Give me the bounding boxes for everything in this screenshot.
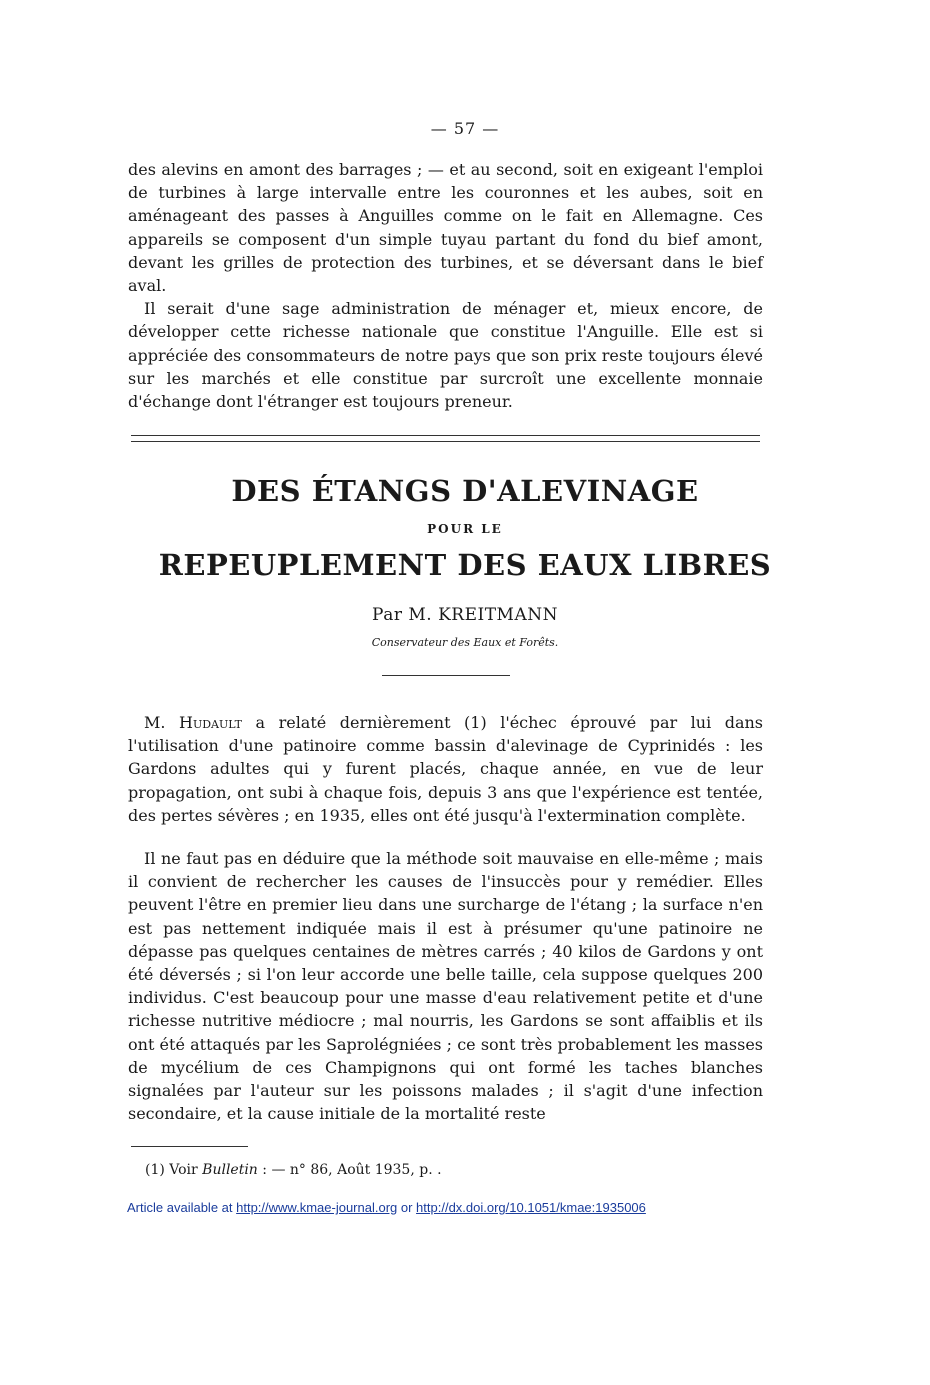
footnote-journal: Bulletin xyxy=(202,1162,258,1178)
paragraph-text: a relaté dernièrement (1) l'échec éprouvé par lui dans l'utilisation d'une patinoire comme bassin d'alevinage de Cyprinidés : les Gardons adultes qui y furent placés, chaque année, en vue de leur propagation, ont subi à chaque fois, depuis 3 ans que l'expérience est tentée, des pertes sévères ; en 1935, elles ont été jusqu'à l'extermination complète. xyxy=(128,713,764,825)
journal-link[interactable]: http://www.kmae-journal.org xyxy=(236,1200,398,1215)
doi-link[interactable]: http://dx.doi.org/10.1051/kmae:1935006 xyxy=(416,1200,646,1215)
intro-paragraph: Il serait d'une sage administration de ménager et, mieux encore, de développer cette richesse nationale que constitue l'Anguille. Elle est si appréciée des consommateurs de notre pays que son prix reste toujours élevé sur les marchés et elle constitue par surcroît une excellente monnaie d'échange dont l'étranger est toujours preneur. xyxy=(128,299,763,412)
article-title-connector: POUR LE xyxy=(427,522,503,536)
author-affiliation: Conservateur des Eaux et Forêts. xyxy=(371,636,559,649)
author-byline: Par M. KREITMANN xyxy=(372,605,558,625)
footnote-marker: (1) Voir xyxy=(145,1162,203,1178)
page-number: — 57 — xyxy=(430,119,500,138)
footnote xyxy=(145,1162,442,1178)
cited-author: M. Hudault xyxy=(144,713,242,732)
body-paragraph-1 xyxy=(128,711,763,827)
availability-or: or xyxy=(397,1200,417,1215)
availability-notice xyxy=(127,1200,646,1215)
title-rule xyxy=(382,675,510,676)
body-paragraph xyxy=(128,711,763,827)
intro-paragraph: des alevins en amont des barrages ; — et au second, soit en exigeant l'emploi de turbines à large intervalle entre les couronnes et les aubes, soit en aménageant des passes à Anguilles comme on le fait en Allemagne. Ces appareils se composent d'un simple tuyau partant du fond du bief amont, devant les grilles de protection des turbines, et se déversant dans le bief aval. xyxy=(128,160,763,296)
section-divider xyxy=(131,435,760,442)
body-paragraph: Il ne faut pas en déduire que la méthode soit mauvaise en elle-même ; mais il convient de rechercher les causes de l'insuccès pour y remédier. Elles peuvent l'être en premier lieu dans une surcharge de l'étang ; la surface n'en est pas nettement indiquée mais il est à présumer qu'une patinoire ne dépasse pas quelques centaines de mètres carrés ; 40 kilos de Gardons y ont été déversés ; si l'on leur accorde une belle taille, cela suppose quelques 200 individus. C'est beaucoup pour une masse d'eau relativement petite et d'une richesse nutritive médiocre ; mal nourris, les Gardons se sont affaiblis et ils ont été attaqués par les Saprolégniées ; ce sont très probablement les masses de mycélium de ces Champignons qui ont formé les taches blanches signalées par l'auteur sur les poissons malades ; il s'agit d'une infection secondaire, et la cause initiale de la mortalité reste xyxy=(128,849,763,1124)
availability-prefix: Article available at xyxy=(127,1200,237,1215)
article-title-line2: REPEUPLEMENT DES EAUX LIBRES xyxy=(158,548,772,582)
footnote-rule xyxy=(131,1146,248,1147)
body-paragraph-2 xyxy=(128,847,763,1125)
intro-text xyxy=(128,158,763,413)
footnote-details: : — n° 86, Août 1935, p. . xyxy=(257,1162,442,1178)
article-title-line1: DES ÉTANGS D'ALEVINAGE xyxy=(231,474,699,508)
